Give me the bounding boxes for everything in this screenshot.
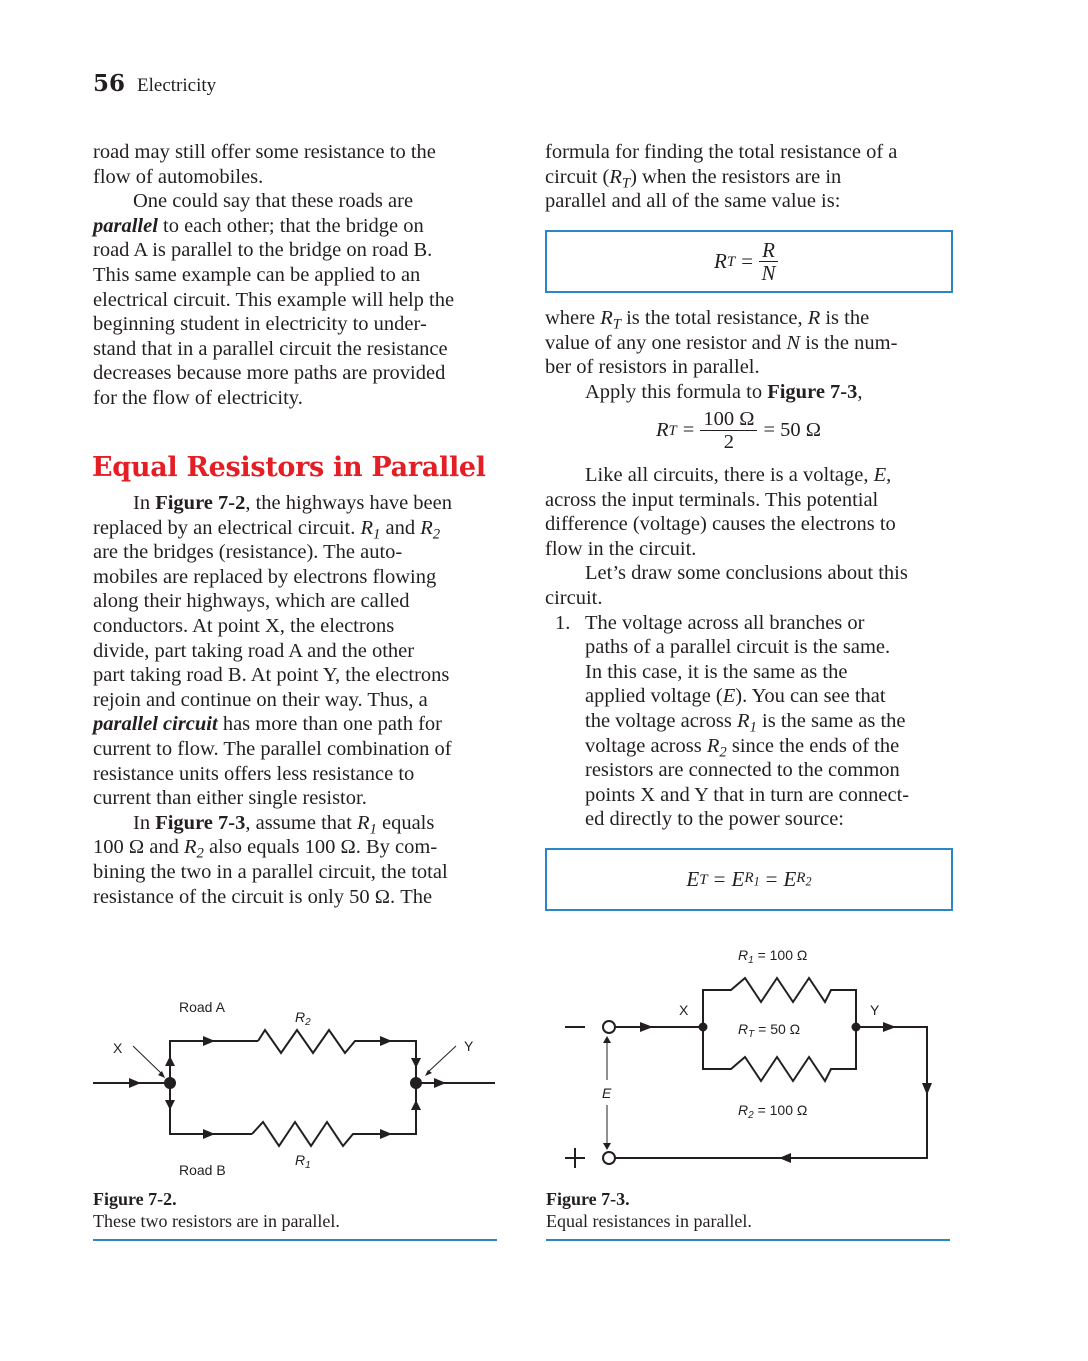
equals-sign: = — [765, 867, 778, 891]
text-line: part taking road B. At point Y, the electrons — [93, 664, 450, 687]
caption-rule — [546, 1239, 950, 1241]
math-sub: 2 — [196, 845, 204, 862]
text-line: difference (voltage) causes the electrons to — [545, 513, 896, 536]
text-span: In — [133, 811, 156, 834]
section-heading: Equal Resistors in Parallel — [92, 452, 486, 483]
math-sub: 1 — [369, 821, 377, 838]
text-line — [93, 835, 452, 860]
text-line: ed directly to the power source: — [585, 808, 845, 831]
text-span: the voltage across — [585, 709, 737, 732]
math-var: E — [722, 685, 736, 708]
text-span: ). You can see that — [735, 685, 886, 708]
math-var: R — [183, 836, 197, 859]
text-span: 100 Ω and — [93, 836, 184, 859]
text-line: paths of a parallel circuit is the same. — [585, 636, 891, 659]
figure-7-2-diagram — [85, 990, 505, 1190]
text-line: Let’s draw some conclusions about this — [585, 562, 908, 585]
math-var: R — [737, 709, 750, 732]
text-line — [545, 306, 897, 331]
text-span: , — [857, 380, 863, 403]
caption-text: These two resistors are in parallel. — [93, 1211, 340, 1231]
text-span: has more than one path for — [217, 713, 442, 736]
denominator: 2 — [723, 431, 734, 453]
list-item-1 — [545, 611, 909, 832]
text-span: is the total resistance, — [620, 307, 808, 329]
text-line — [545, 331, 897, 356]
text-span: , — [886, 464, 892, 486]
value: = 100 Ω — [753, 947, 808, 963]
text-line: electrical circuit. This example will help the — [93, 288, 455, 311]
figure-ref: Figure 7-3 — [767, 380, 858, 403]
text-line — [93, 214, 454, 239]
math-var: R — [738, 947, 749, 963]
label-road-b: Road B — [179, 1162, 226, 1178]
text-span: circuit ( — [545, 165, 610, 188]
text-line: One could say that these roads are — [133, 190, 414, 213]
text-span: also equals 100 Ω. By com- — [203, 836, 438, 859]
math-sub — [796, 869, 812, 889]
text-span: is the num- — [800, 331, 898, 354]
math-var: R — [714, 249, 727, 273]
text-line: In this case, it is the same as the — [585, 660, 848, 683]
caption-title: Figure 7-2. — [93, 1189, 177, 1209]
math-var: N — [786, 331, 801, 354]
math-var: R — [295, 1009, 306, 1025]
text-line: ber of resistors in parallel. — [545, 356, 760, 379]
label-y: Y — [464, 1038, 474, 1054]
caption-title: Figure 7-3. — [546, 1189, 630, 1209]
text-line: points X and Y that in turn are connect- — [585, 783, 910, 806]
label-road-a: Road A — [179, 999, 225, 1015]
text-line: current than either single resistor. — [93, 787, 367, 810]
math-sub: 2 — [748, 1110, 754, 1121]
text-line — [545, 463, 909, 488]
text-line: circuit. — [545, 586, 603, 609]
text-line: The voltage across all branches or — [585, 611, 865, 634]
text-span: applied voltage ( — [585, 685, 723, 708]
text-span: to each other; that the bridge on — [163, 214, 424, 237]
text-line — [545, 380, 897, 405]
math-var: R — [609, 165, 622, 188]
emphasis-parallel-circuit: parallel circuit — [93, 713, 218, 736]
result: = 50 Ω — [763, 419, 821, 441]
math-var: R — [656, 419, 669, 441]
text-line: are the bridges (resistance). The auto- — [93, 541, 403, 564]
math-sub: 1 — [305, 1160, 311, 1171]
text-span: , assume that — [245, 811, 357, 834]
fraction — [700, 408, 757, 453]
running-header — [93, 70, 216, 97]
right-column-lower — [545, 463, 909, 832]
right-column-middle — [545, 306, 897, 404]
text-line — [93, 811, 452, 836]
label-y: Y — [870, 1002, 880, 1018]
text-line: for the flow of electricity. — [93, 386, 303, 409]
text-line — [545, 684, 909, 709]
math-var: R — [356, 811, 370, 834]
text-line: rejoin and continue on their way. Thus, a — [93, 688, 428, 711]
math-var: R — [360, 516, 374, 539]
text-line — [93, 712, 452, 737]
figure-7-2-caption — [93, 1188, 340, 1232]
fraction — [759, 239, 778, 284]
math-sub: 2 — [719, 743, 727, 760]
text-line: along their highways, which are called — [93, 590, 410, 613]
label-r2 — [295, 1009, 311, 1028]
text-line: current to flow. The parallel combination of — [93, 737, 452, 760]
text-line: This same example can be applied to an — [93, 263, 421, 286]
equals-sign: = — [713, 867, 726, 891]
text-line: across the input terminals. This potential — [545, 488, 879, 511]
math-var: R — [706, 734, 720, 757]
math-var: E — [873, 464, 887, 486]
text-line: road may still offer some resistance to the — [93, 141, 436, 163]
text-span: and — [380, 516, 421, 539]
math-var: E — [731, 867, 745, 891]
label-r1 — [295, 1152, 311, 1171]
text-line: conductors. At point X, the electrons — [93, 614, 395, 637]
text-span: since the ends of the — [726, 734, 900, 757]
value: = 50 Ω — [754, 1021, 801, 1037]
label-rt — [738, 1021, 800, 1040]
text-span: value of any one resistor and — [545, 331, 787, 354]
formula-rt-calculation: R T = $\frac{100 \Omega}{2}$ = 50 Ω — [656, 408, 821, 453]
math-sub: T — [621, 175, 631, 192]
text-span: is the — [820, 307, 870, 329]
formula-box-rt: R T = $\frac{R}{N}$ — [545, 230, 953, 293]
text-line: decreases because more paths are provided — [93, 362, 446, 385]
math-var: R — [738, 1102, 749, 1118]
text-line: resistors are connected to the common — [585, 759, 900, 782]
text-line: resistance of the circuit is only 50 Ω. The — [93, 885, 433, 908]
text-span: replaced by an electrical circuit. — [93, 516, 361, 539]
math-sub — [744, 869, 760, 889]
text-line — [545, 165, 897, 190]
math-subsub: 2 — [805, 874, 812, 889]
caption-text: Equal resistances in parallel. — [546, 1211, 752, 1231]
label-x: X — [113, 1040, 123, 1056]
text-line: mobiles are replaced by electrons flowing — [93, 565, 437, 588]
value: = 100 Ω — [753, 1102, 808, 1118]
math-sub: 2 — [305, 1017, 311, 1028]
label-e: E — [602, 1085, 612, 1101]
math-sub: 1 — [748, 955, 754, 966]
text-line: flow in the circuit. — [545, 537, 697, 560]
text-line: stand that in a parallel circuit the resistance — [93, 337, 448, 360]
math-var: R — [295, 1152, 306, 1168]
text-span: where — [545, 307, 601, 329]
text-line: bining the two in a parallel circuit, the total — [93, 860, 448, 883]
math-var: E — [686, 867, 700, 891]
math-var: R — [420, 516, 433, 539]
text-line: formula for finding the total resistance of a — [545, 141, 898, 163]
math-sub: T — [748, 1029, 755, 1040]
numerator: 100 Ω — [700, 408, 757, 431]
left-column-intro — [93, 140, 454, 411]
text-line: divide, part taking road A and the other — [93, 639, 415, 662]
figure-ref: Figure 7-3 — [155, 811, 246, 834]
denominator: N — [761, 261, 776, 285]
text-span: equals — [376, 811, 435, 834]
text-line — [545, 734, 909, 759]
math-var: R — [738, 1021, 749, 1037]
formula-box-voltage: E T = E $R_1$ = E $R_2$ — [545, 848, 953, 911]
math-var: R — [600, 307, 613, 329]
figure-7-3-diagram — [545, 935, 955, 1185]
text-line: flow of automobiles. — [93, 165, 264, 188]
text-line — [93, 516, 452, 541]
equals-sign: = — [741, 249, 754, 273]
text-span: ) when the resistors are in — [630, 165, 842, 188]
text-span: is the same as the — [756, 709, 906, 732]
figure-7-3-caption — [546, 1188, 752, 1232]
text-span: In — [133, 492, 156, 514]
math-sub: 1 — [373, 526, 381, 543]
math-var: R — [807, 307, 821, 329]
text-span: voltage across — [585, 734, 707, 757]
equals-sign: = — [682, 419, 695, 441]
figure-ref: Figure 7-2 — [155, 492, 246, 514]
label-r1 — [738, 947, 807, 966]
text-line: beginning student in electricity to under- — [93, 313, 427, 336]
text-line: road A is parallel to the bridge on road B. — [93, 239, 433, 262]
left-column-body — [93, 491, 452, 909]
text-line: parallel and all of the same value is: — [545, 190, 841, 213]
text-span: Apply this formula to — [585, 380, 768, 403]
math-subsub: 1 — [753, 874, 760, 889]
list-number: 1. — [555, 611, 571, 634]
math-sub: 1 — [749, 719, 757, 736]
page-number: 56 — [93, 70, 126, 97]
right-column-intro — [545, 140, 897, 214]
caption-rule — [93, 1239, 497, 1241]
math-sub: 2 — [432, 526, 441, 543]
label-x: X — [679, 1002, 689, 1018]
emphasis-parallel: parallel — [93, 214, 158, 237]
text-span: , the highways have been — [245, 492, 453, 514]
text-line — [93, 491, 452, 516]
text-line: resistance units offers less resistance to — [93, 762, 415, 785]
math-var: E — [783, 867, 797, 891]
math-sub: R — [796, 869, 806, 886]
math-sub: R — [744, 869, 754, 886]
math-sub: T — [612, 316, 621, 333]
text-span: Like all circuits, there is a voltage, — [585, 464, 874, 486]
chapter-title: Electricity — [137, 75, 217, 96]
text-line — [545, 709, 909, 734]
numerator: R — [759, 239, 778, 262]
label-r2 — [738, 1102, 807, 1121]
